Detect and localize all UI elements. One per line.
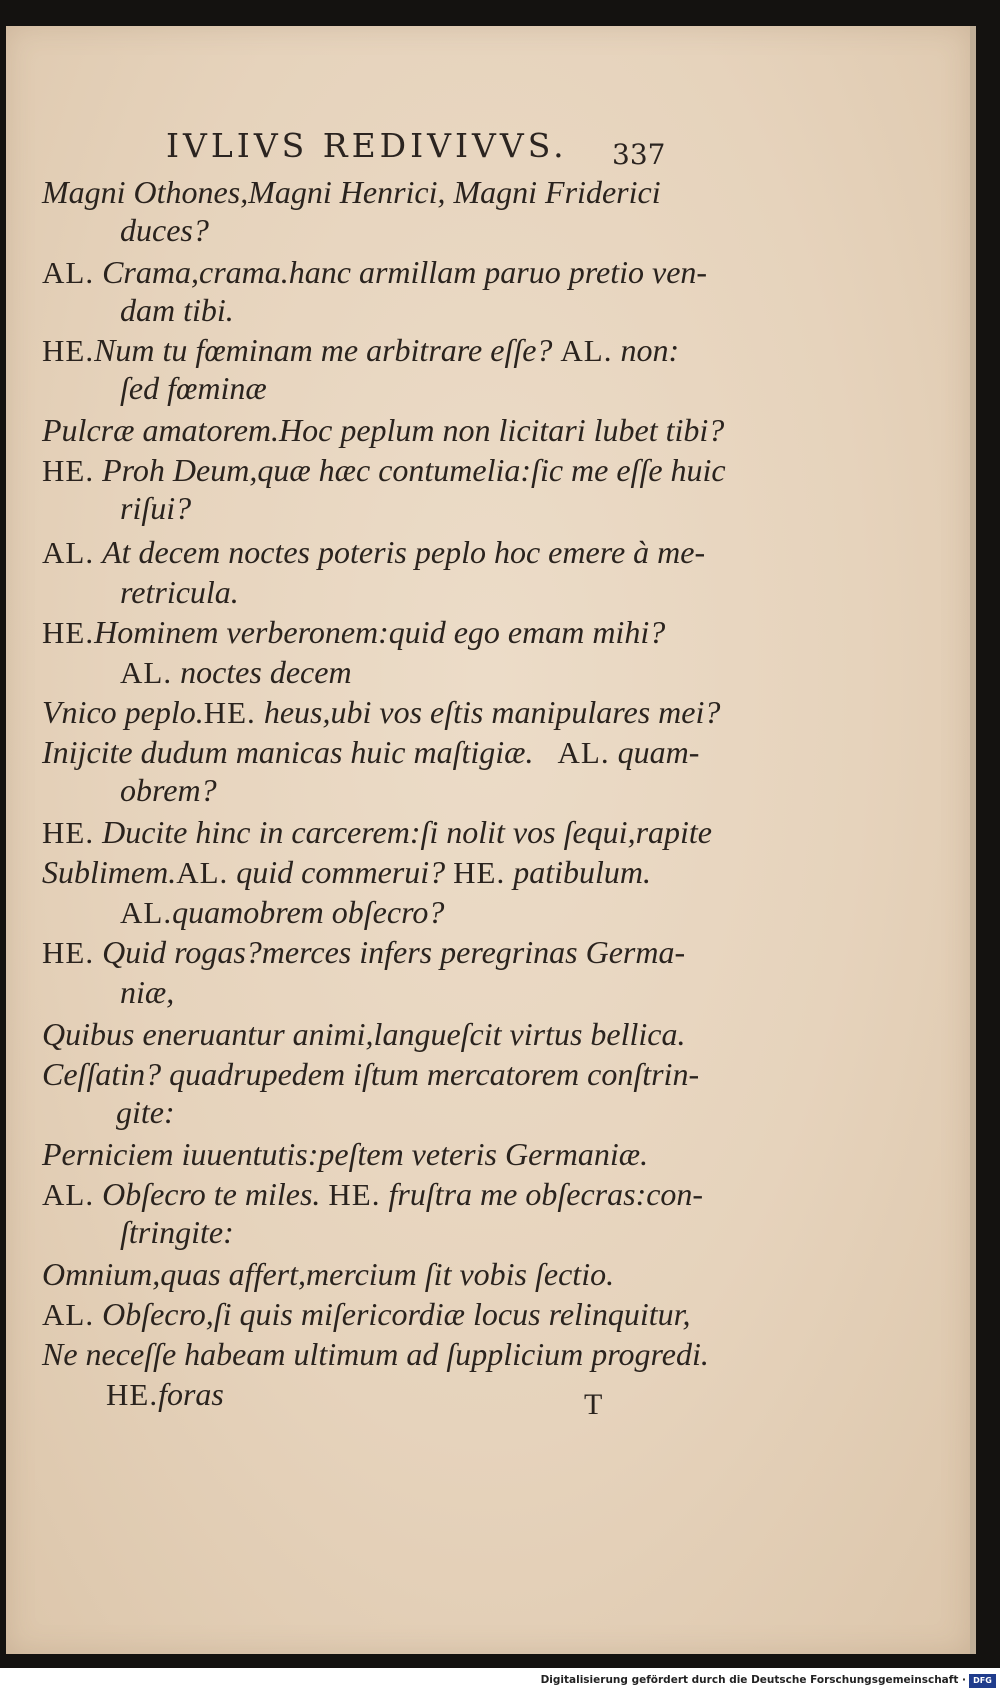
page-number: 337 — [612, 138, 666, 171]
speaker-label: AL. — [42, 255, 95, 290]
line-text: Perniciem iuuentutis:peſtem veteris Germaniæ. — [42, 1136, 649, 1172]
signature-mark: T — [584, 1388, 603, 1421]
speaker-label: HE. — [106, 1377, 159, 1412]
credit-bar — [0, 1672, 1000, 1693]
line-text: ſed fœminæ — [120, 370, 267, 406]
speaker-label: HE. — [42, 453, 95, 488]
line-text: Quibus eneruantur animi,langueſcit virtus bellica. — [42, 1016, 686, 1052]
line-text: quam- — [617, 734, 700, 770]
text-line — [42, 1056, 699, 1093]
line-text: quid commerui? — [236, 854, 446, 890]
line-text: Obſecro,ſi quis miſericordiæ locus relinquitur, — [102, 1296, 691, 1332]
digitization-credit: Digitalisierung gefördert durch die Deutsche Forschungsgemeinschaft · — [540, 1674, 966, 1686]
line-text: riſui? — [120, 490, 192, 526]
speaker-label: HE. — [453, 855, 506, 890]
text-line — [120, 292, 234, 329]
line-text: Vnico peplo. — [42, 694, 204, 730]
text-line — [42, 254, 707, 291]
speaker-label: AL. — [120, 655, 173, 690]
text-line — [42, 734, 699, 771]
speaker-label: HE. — [203, 695, 256, 730]
line-text: obrem? — [120, 772, 217, 808]
line-text: dam tibi. — [120, 292, 234, 328]
line-text: non: — [620, 332, 680, 368]
speaker-label: AL. — [42, 1177, 95, 1212]
line-text: quamobrem obſecro? — [172, 894, 445, 930]
dfg-logo: DFG — [969, 1674, 996, 1688]
line-text: Ne neceſſe habeam ultimum ad ſupplicium progredi. — [42, 1336, 709, 1372]
speaker-label: HE. — [42, 935, 95, 970]
text-line — [120, 574, 239, 611]
line-text: niæ, — [120, 974, 175, 1010]
text-line — [42, 1136, 648, 1173]
line-text: Ducite hinc in carcerem:ſi nolit vos ſequi,rapite — [102, 814, 712, 850]
line-text: Obſecro te miles. — [102, 1176, 321, 1212]
text-line — [116, 1094, 175, 1131]
text-line — [106, 1376, 224, 1413]
line-text: Hominem verberonem:quid ego emam mihi? — [94, 614, 666, 650]
line-text: At decem noctes poteris peplo hoc emere à me- — [102, 534, 706, 570]
speaker-label: AL. — [560, 333, 613, 368]
text-line — [42, 534, 705, 571]
line-text: patibulum. — [513, 854, 651, 890]
text-line — [42, 1016, 685, 1053]
text-line — [42, 1256, 614, 1293]
speaker-label: AL. — [42, 535, 95, 570]
text-line — [120, 370, 267, 407]
speaker-label: HE. — [42, 615, 95, 650]
text-line — [120, 212, 209, 249]
speaker-label: AL. — [176, 855, 229, 890]
text-line — [42, 934, 685, 971]
text-line — [120, 894, 444, 931]
line-text: foras — [158, 1376, 224, 1412]
text-line — [42, 1176, 703, 1213]
line-text: Omnium,quas affert,mercium ſit vobis ſectio. — [42, 1256, 615, 1292]
line-text: Ceſſatin? quadrupedem iſtum mercatorem conſtrin- — [42, 1056, 700, 1092]
line-text: noctes decem — [180, 654, 352, 690]
text-line — [42, 694, 720, 731]
line-text: Magni Othones,Magni Henrici, Magni Friderici — [42, 174, 661, 210]
line-text: fruſtra me obſecras:con- — [388, 1176, 704, 1212]
line-text: Pulcræ amatorem.Hoc peplum non licitari lubet tibi? — [42, 412, 725, 448]
line-text: gite: — [116, 1094, 175, 1130]
speaker-label: HE. — [42, 333, 95, 368]
speaker-label: AL. — [42, 1297, 95, 1332]
line-text: retricula. — [120, 574, 239, 610]
line-text: ſtringite: — [120, 1214, 234, 1250]
line-text: Crama,crama.hanc armillam paruo pretio ven- — [102, 254, 708, 290]
text-line — [42, 332, 679, 369]
text-line — [120, 654, 352, 691]
book-page — [6, 26, 970, 1654]
text-line — [42, 854, 651, 891]
running-title: IVLIVS REDIVIVVS. — [166, 126, 568, 165]
text-line — [42, 814, 712, 851]
line-text: Proh Deum,quæ hæc contumelia:ſic me eſſe huic — [102, 452, 726, 488]
speaker-label: HE. — [328, 1177, 381, 1212]
text-line — [42, 174, 661, 211]
text-line — [120, 772, 217, 809]
text-line — [42, 412, 724, 449]
speaker-label: AL. — [557, 735, 610, 770]
text-line — [120, 974, 174, 1011]
line-text: Quid rogas?merces infers peregrinas Germa- — [102, 934, 686, 970]
speaker-label: AL. — [120, 895, 173, 930]
line-text: Num tu fœminam me arbitrare eſſe? — [94, 332, 553, 368]
text-line — [42, 614, 665, 651]
line-text: heus,ubi vos eſtis manipulares mei? — [263, 694, 721, 730]
line-text: Inijcite dudum manicas huic maſtigiæ. — [42, 734, 534, 770]
speaker-label: HE. — [42, 815, 95, 850]
page-edge — [970, 26, 976, 1654]
text-line — [42, 1336, 709, 1373]
text-line — [120, 490, 191, 527]
line-text: duces? — [120, 212, 209, 248]
text-line — [120, 1214, 234, 1251]
line-text: Sublimem. — [42, 854, 177, 890]
text-line — [42, 1296, 691, 1333]
text-line — [42, 452, 726, 489]
